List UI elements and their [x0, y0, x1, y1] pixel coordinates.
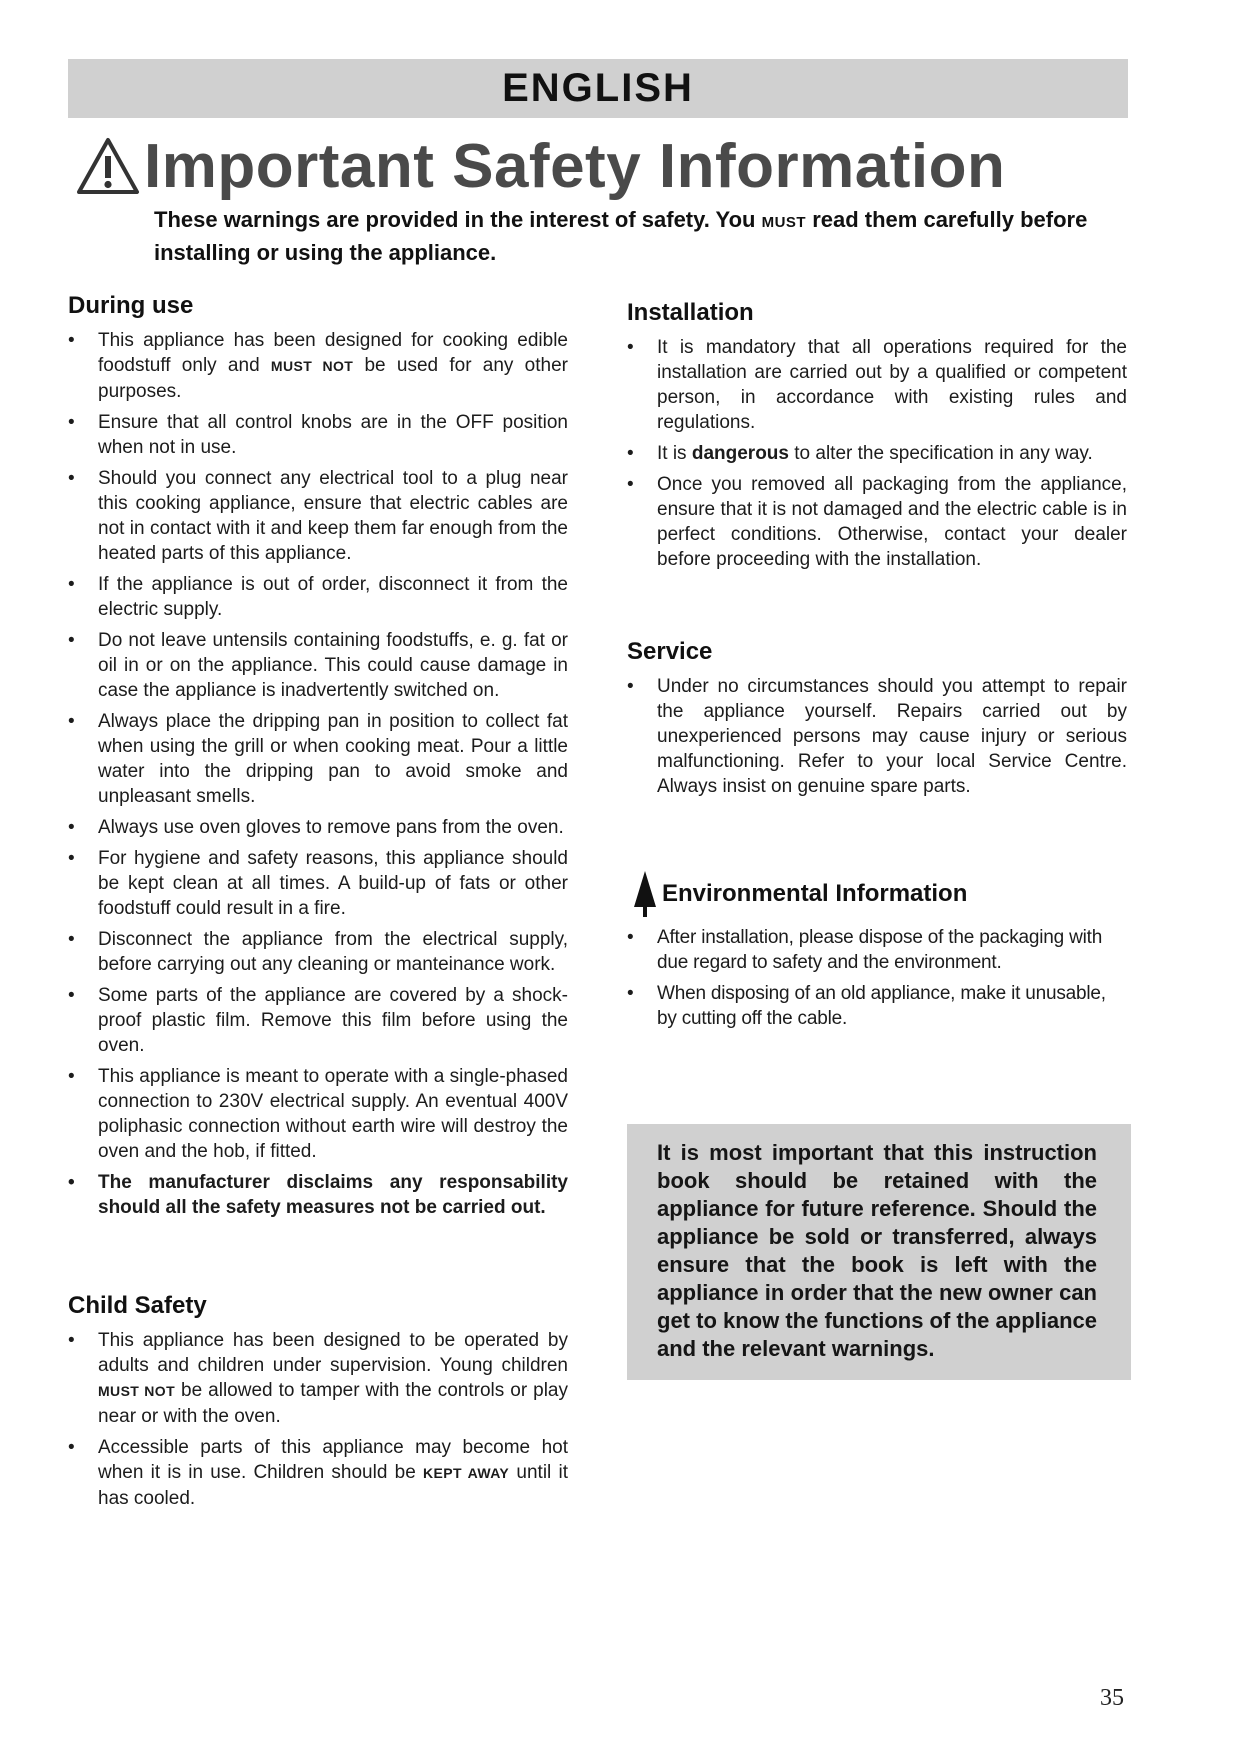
during-use-item: • This appliance is meant to operate with a single-phased connection to 230V electrical supply. An eventual 400V poliphasic connection without earth wire will destroy the oven and the hob, if fitted.: [68, 1064, 568, 1164]
during-use-item: • Some parts of the appliance are covered by a shock-proof plastic film. Remove this film before using the oven.: [68, 983, 568, 1058]
right-column: [627, 299, 1127, 1037]
during-use-item: • Ensure that all control knobs are in the OFF position when not in use.: [68, 410, 568, 460]
child-safety-item: • Accessible parts of this appliance may become hot when it is in use. Children should be KEPT AWAY until it has cooled.: [68, 1435, 568, 1511]
service-list: [627, 674, 1127, 799]
environmental-heading: Environmental Information: [662, 880, 968, 907]
retain-book-notice: It is most important that this instruction book should be retained with the appliance for future reference. Should the appliance be sold or transferred, always ensure that the book is left with the appliance in order that the new owner can get to know the functions of the appliance and the relevant warnings.: [627, 1124, 1131, 1380]
child-safety-list: [68, 1328, 568, 1511]
page-title: Important Safety Information: [144, 131, 1006, 201]
during-use-item: • For hygiene and safety reasons, this appliance should be kept clean at all times. A build-up of fats or other foodstuff could result in a fire.: [68, 846, 568, 921]
during-use-list: [68, 328, 568, 1220]
intro-text-start: These warnings are provided in the interest of safety. You: [154, 207, 762, 232]
manufacturer-disclaimer: • The manufacturer disclaims any responsability should all the safety measures not be carried out.: [68, 1170, 568, 1220]
left-column: [68, 292, 568, 1517]
during-use-item: • This appliance has been designed for cooking edible foodstuff only and MUST NOT be used for any other purposes.: [68, 328, 568, 404]
during-use-item: • If the appliance is out of order, disconnect it from the electric supply.: [68, 572, 568, 622]
during-use-item: • Always use oven gloves to remove pans from the oven.: [68, 815, 568, 840]
installation-item: • It is mandatory that all operations required for the installation are carried out by a qualified or competent person, in accordance with existing rules and regulations.: [627, 335, 1127, 435]
section-spacer: [68, 1226, 568, 1292]
service-item: • Under no circumstances should you attempt to repair the appliance yourself. Repairs carried out by unexperienced persons may cause injury or serious malfunctioning. Refer to your local Service Centre. Always insist on genuine spare parts.: [627, 674, 1127, 799]
section-spacer: [627, 805, 1127, 871]
language-label: ENGLISH: [502, 66, 694, 110]
dangerous-emphasis: dangerous: [691, 443, 789, 464]
during-use-item: • Always place the dripping pan in position to collect fat when using the grill or when cooking meat. Pour a little water into the dripping pan to avoid smoke and unpleasant smells.: [68, 709, 568, 809]
installation-list: [627, 335, 1127, 572]
environmental-item: • After installation, please dispose of the packaging with due regard to safety and the environment.: [627, 925, 1127, 975]
intro-warning: [154, 205, 1134, 268]
during-use-item: • Disconnect the appliance from the electrical supply, before carrying out any cleaning or manteinance work.: [68, 927, 568, 977]
environmental-item: • When disposing of an old appliance, make it unusable, by cutting off the cable.: [627, 981, 1127, 1031]
service-heading: Service: [627, 638, 713, 665]
installation-item: • Once you removed all packaging from the appliance, ensure that it is not damaged and the electric cable is in perfect conditions. Otherwise, contact your dealer before proceeding with the installation.: [627, 472, 1127, 572]
during-use-item: • Should you connect any electrical tool to a plug near this cooking appliance, ensure that electric cables are not in contact with it and keep them far enough from the heated parts of this appliance.: [68, 466, 568, 566]
page-title-row: [76, 128, 1005, 204]
warning-triangle-icon: [76, 136, 140, 196]
child-safety-item: • This appliance has been designed to be operated by adults and children under supervision. Young children MUST NOT be allowed to tamper with the controls or play near or with the oven.: [68, 1328, 568, 1429]
environmental-list: [627, 925, 1127, 1031]
environmental-heading-row: [627, 871, 1127, 917]
during-use-heading: During use: [68, 292, 194, 319]
section-spacer: [627, 578, 1127, 638]
page-number: 35: [1100, 1685, 1124, 1711]
intro-text-end: read them carefully before installing or using the appliance.: [154, 207, 1088, 265]
intro-must: MUST: [761, 214, 807, 231]
tree-icon: [632, 871, 658, 917]
installation-item: • It is dangerous to alter the specification in any way.: [627, 441, 1127, 466]
installation-heading: Installation: [627, 299, 754, 326]
during-use-item: • Do not leave untensils containing foodstuffs, e. g. fat or oil in or on the appliance. This could cause damage in case the appliance is inadvertently switched on.: [68, 628, 568, 703]
language-banner: [68, 59, 1128, 118]
child-safety-heading: Child Safety: [68, 1292, 207, 1319]
